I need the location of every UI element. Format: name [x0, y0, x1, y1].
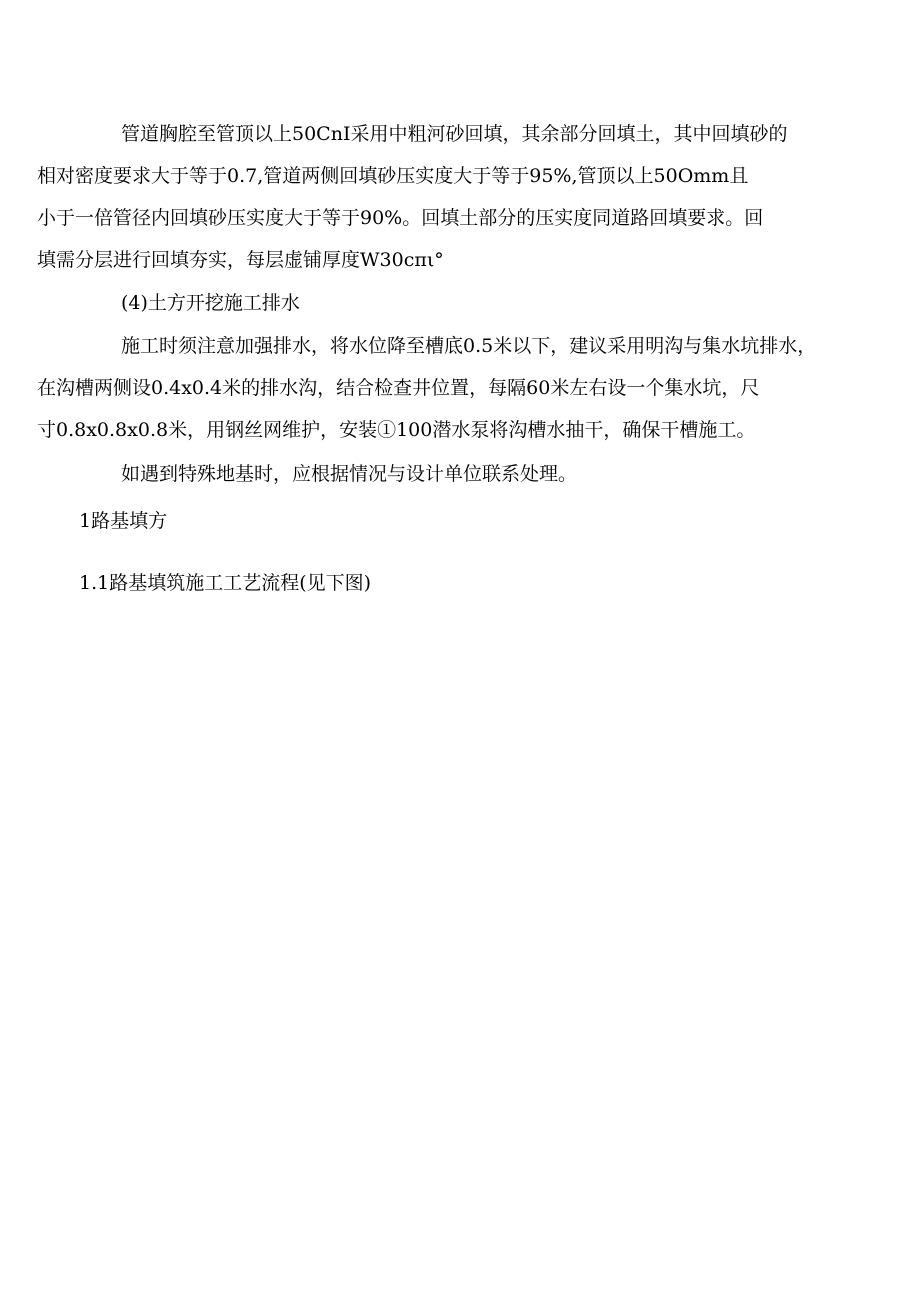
paragraph-line: 如遇到特殊地基时，应根据情况与设计单位联系处理。	[121, 463, 578, 485]
heading-text: 1路基填方	[79, 510, 168, 532]
paragraph-drainage-subtitle	[79, 282, 841, 324]
paragraph-backfill	[37, 113, 841, 281]
paragraph-line: (4)土方开挖施工排水	[121, 292, 300, 314]
paragraph-special-foundation	[79, 453, 841, 495]
paragraph-line: 寸0.8x0.8x0.8米，用钢丝网维护，安装①100潜水泵将沟槽水抽干，确保干槽施工。	[37, 419, 756, 441]
subsection-heading	[79, 562, 841, 604]
paragraph-line: 相对密度要求大于等于0.7,管道两侧回填砂压实度大于等于95%,管顶以上50Omm且	[37, 165, 749, 187]
paragraph-line: 管道胸腔至管顶以上50CnI采用中粗河砂回填，其余部分回填土，其中回填砂的	[121, 123, 788, 145]
paragraph-drainage	[37, 325, 841, 451]
paragraph-line: 填需分层进行回填夯实，每层虚铺厚度W30cπι°	[37, 249, 444, 271]
section-heading	[79, 500, 841, 542]
paragraph-line: 施工时须注意加强排水，将水位降至槽底0.5米以下，建议采用明沟与集水坑排水，	[121, 335, 817, 357]
heading-text: 1.1路基填筑施工工艺流程(见下图)	[79, 572, 372, 594]
paragraph-line: 小于一倍管径内回填砂压实度大于等于90%。回填土部分的压实度同道路回填要求。回	[37, 207, 764, 229]
paragraph-line: 在沟槽两侧设0.4x0.4米的排水沟，结合检查井位置，每隔60米左右设一个集水坑，尺	[37, 377, 760, 399]
